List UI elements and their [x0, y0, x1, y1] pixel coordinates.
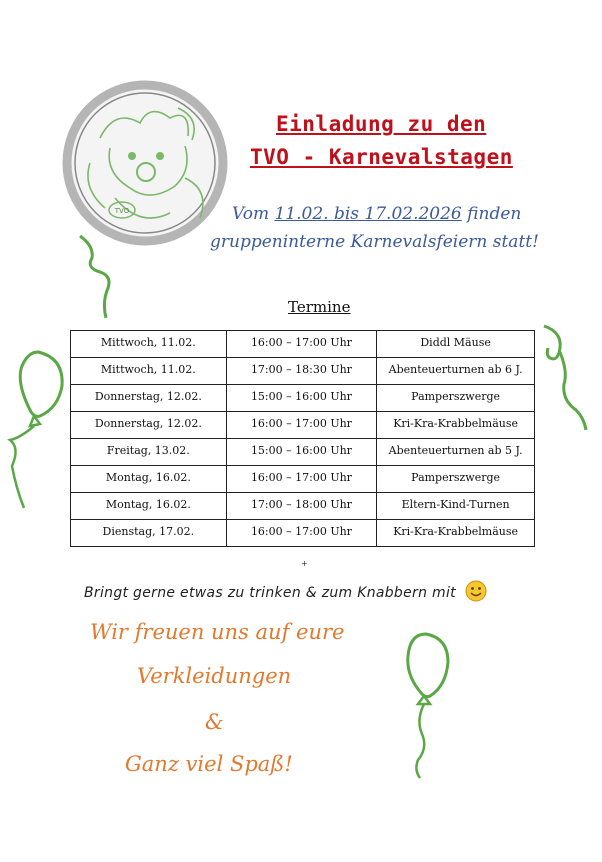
balloon-icon	[72, 232, 122, 322]
table-row	[71, 493, 535, 520]
table-row	[71, 439, 535, 466]
row-group: Eltern-Kind-Turnen	[377, 493, 535, 520]
bring-note	[84, 580, 487, 602]
closing-line-1: Wir freuen uns auf eure	[90, 620, 345, 644]
table-row	[71, 466, 535, 493]
row-group: Kri-Kra-Krabbelmäuse	[377, 412, 535, 439]
intro-line-2: gruppeninterne Karnevalsfeiern statt!	[210, 232, 539, 252]
row-day: Mittwoch, 11.02.	[71, 358, 227, 385]
balloon-icon	[398, 630, 458, 780]
table-row	[71, 412, 535, 439]
row-group: Abenteuerturnen ab 6 J.	[377, 358, 535, 385]
row-group: Diddl Mäuse	[377, 331, 535, 358]
smiley-icon	[465, 580, 487, 602]
schedule-table	[70, 330, 535, 547]
logo-text: TVO	[114, 207, 130, 215]
balloon-icon	[0, 348, 75, 513]
row-time: 16:00 – 17:00 Uhr	[226, 520, 377, 547]
row-day: Dienstag, 17.02.	[71, 520, 227, 547]
row-day: Donnerstag, 12.02.	[71, 385, 227, 412]
closing-line-4: Ganz viel Spaß!	[125, 752, 293, 776]
row-day: Montag, 16.02.	[71, 466, 227, 493]
table-row	[71, 520, 535, 547]
row-group: Abenteuerturnen ab 5 J.	[377, 439, 535, 466]
row-time: 15:00 – 16:00 Uhr	[226, 385, 377, 412]
row-day: Mittwoch, 11.02.	[71, 331, 227, 358]
intro-line-1	[232, 204, 521, 224]
table-marker: +	[301, 559, 308, 568]
table-row	[71, 331, 535, 358]
title-line-2: TVO - Karnevalstagen	[250, 145, 513, 169]
clown-logo-icon	[60, 78, 230, 248]
closing-line-2: Verkleidungen	[137, 664, 292, 688]
row-time: 16:00 – 17:00 Uhr	[226, 466, 377, 493]
title-line-1: Einladung zu den	[276, 112, 487, 136]
intro-suffix: finden	[461, 204, 522, 224]
schedule-heading: Termine	[288, 298, 351, 316]
row-day: Donnerstag, 12.02.	[71, 412, 227, 439]
row-day: Montag, 16.02.	[71, 493, 227, 520]
closing-line-3: &	[205, 710, 224, 734]
intro-date-range: 11.02. bis 17.02.2026	[274, 204, 462, 224]
row-group: Pamperszwerge	[377, 466, 535, 493]
row-day: Freitag, 13.02.	[71, 439, 227, 466]
balloon-icon	[538, 322, 598, 434]
table-row	[71, 385, 535, 412]
row-time: 16:00 – 17:00 Uhr	[226, 412, 377, 439]
table-row	[71, 358, 535, 385]
row-group: Pamperszwerge	[377, 385, 535, 412]
bring-note-text: Bringt gerne etwas zu trinken & zum Knabbern mit	[84, 585, 456, 601]
intro-prefix: Vom	[232, 204, 275, 224]
row-time: 16:00 – 17:00 Uhr	[226, 331, 377, 358]
row-time: 17:00 – 18:30 Uhr	[226, 358, 377, 385]
row-time: 15:00 – 16:00 Uhr	[226, 439, 377, 466]
row-time: 17:00 – 18:00 Uhr	[226, 493, 377, 520]
row-group: Kri-Kra-Krabbelmäuse	[377, 520, 535, 547]
